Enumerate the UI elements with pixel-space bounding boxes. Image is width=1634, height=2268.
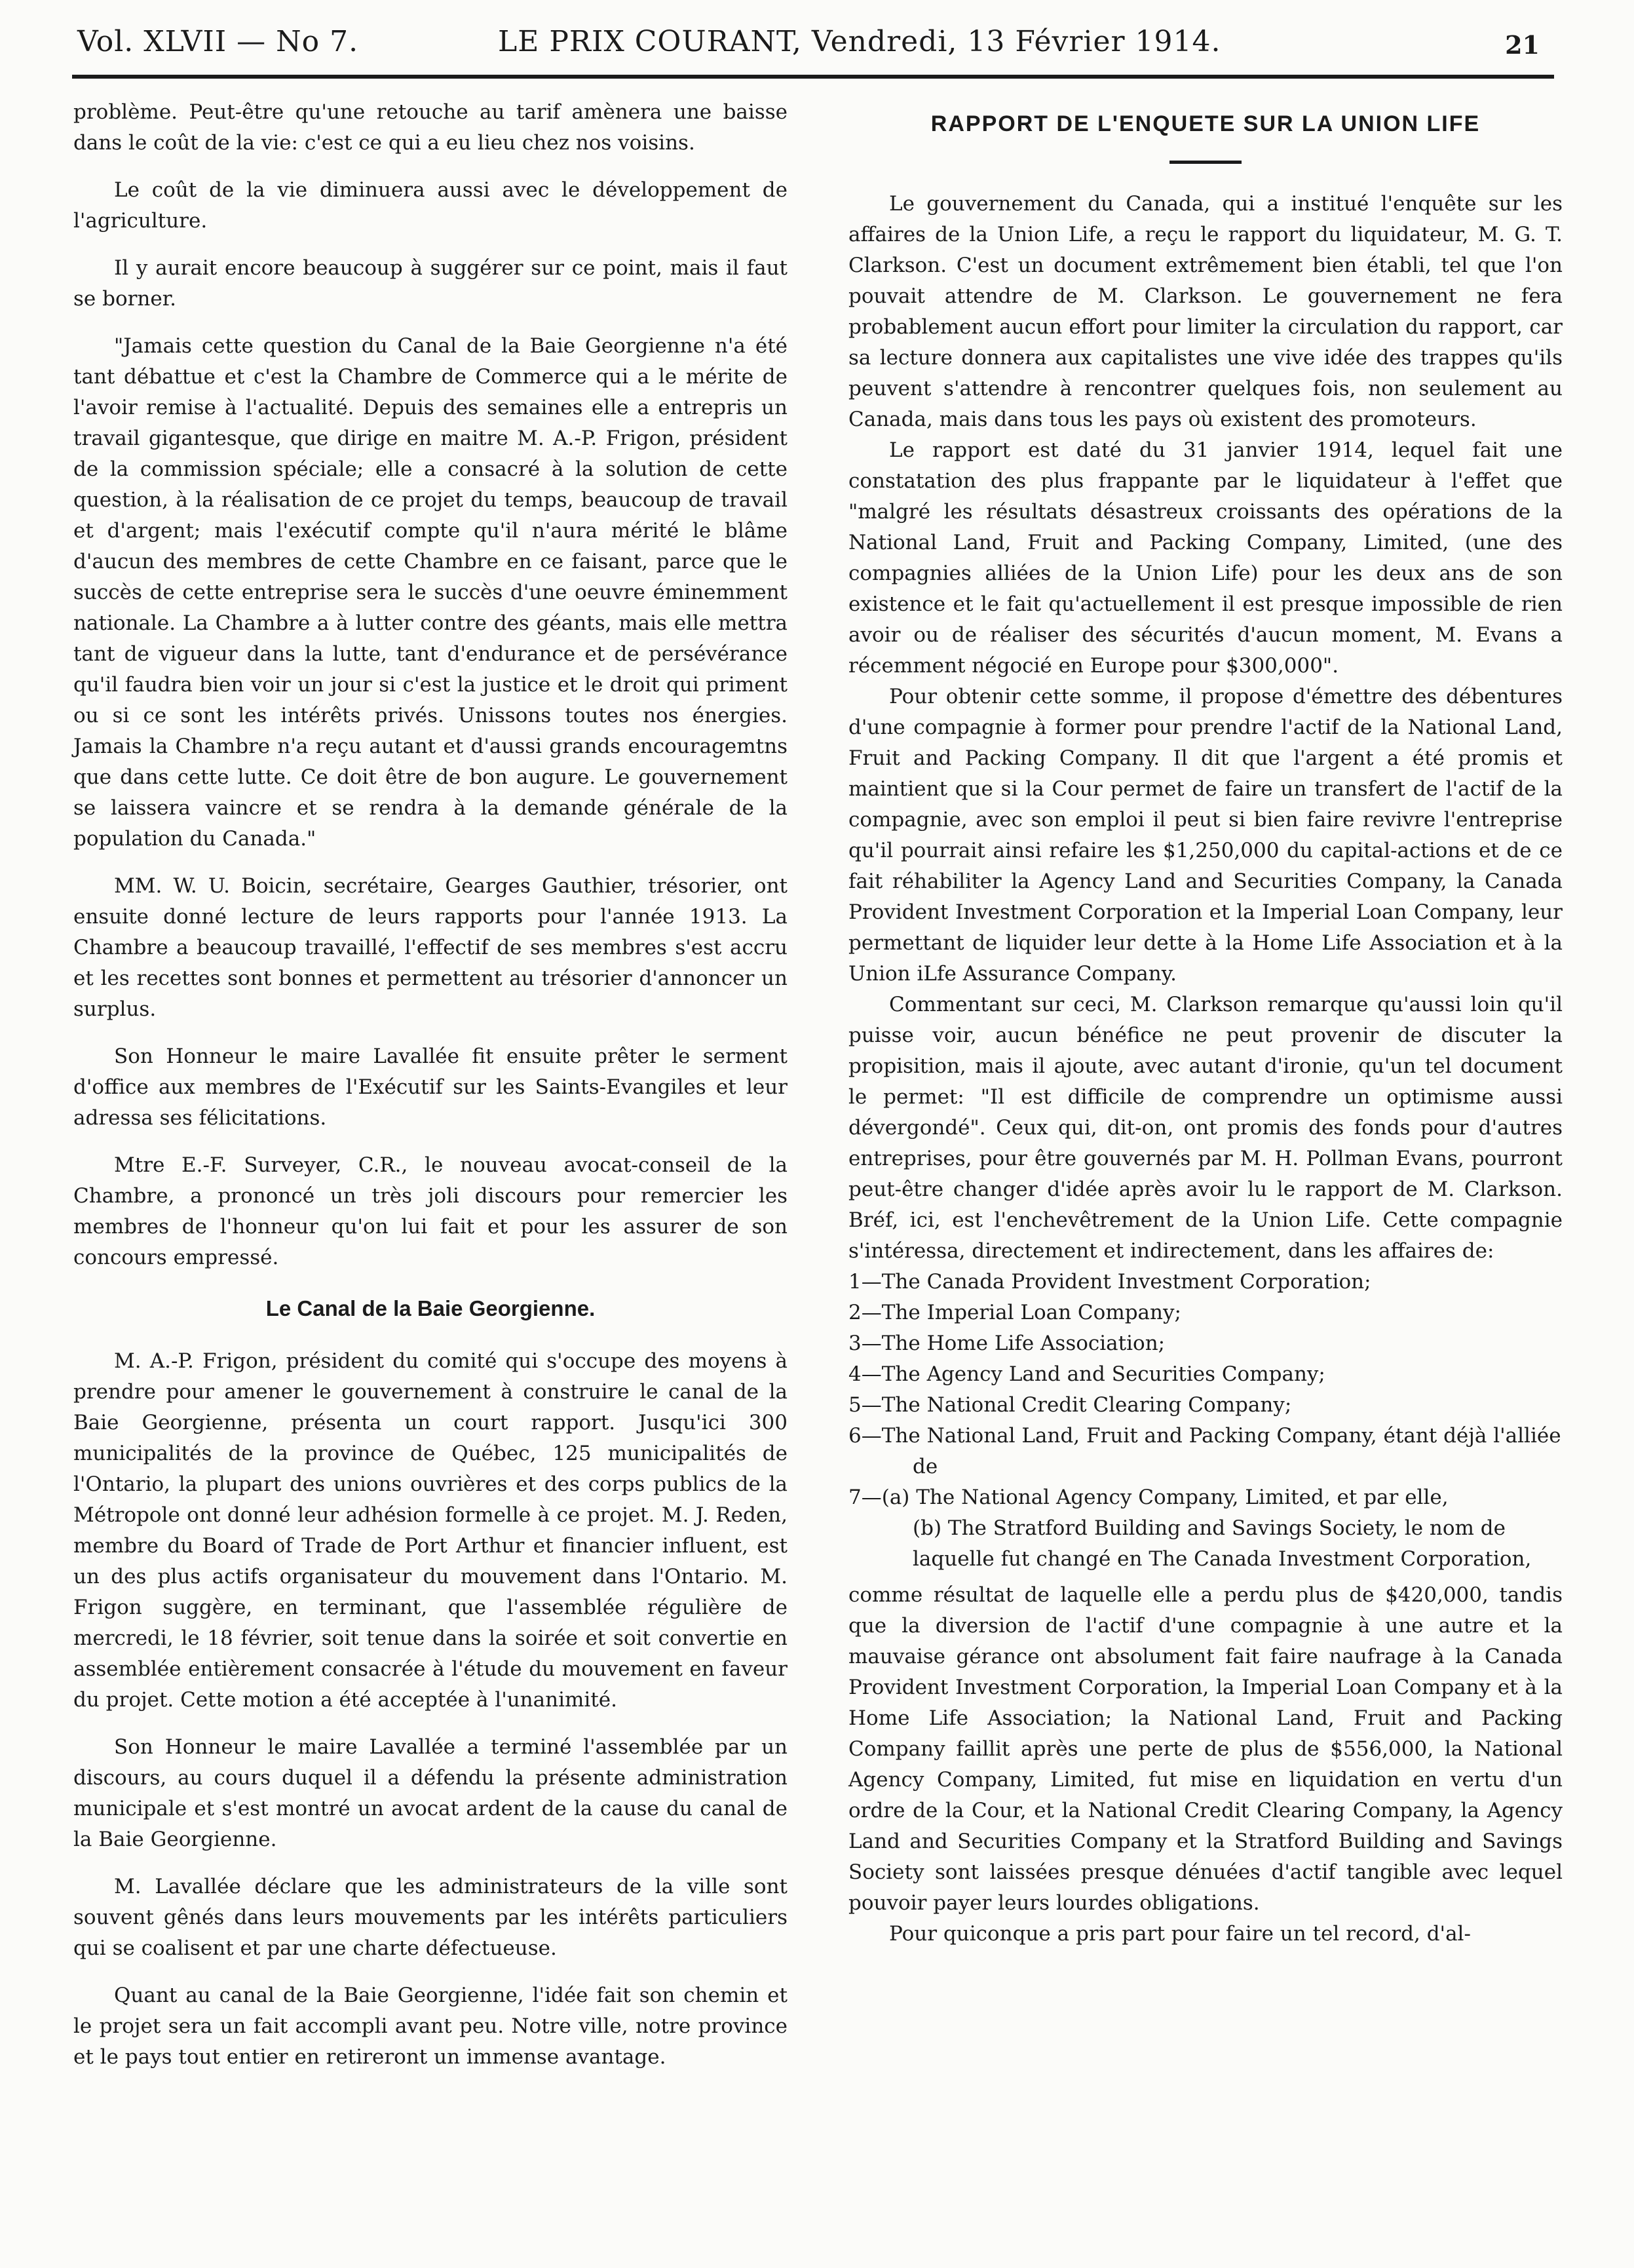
paragraph: Quant au canal de la Baie Georgienne, l'idée fait son chemin et le projet sera un fait accompli avant peu. Notre ville, notre province et le pays tout entier en retireront un immense avantage.: [73, 1984, 788, 2069]
paragraph: Son Honneur le maire Lavallée a terminé l'assemblée par un discours, au cours duquel il a défendu la présente administration municipale et s'est montré un avocat ardent de la cause du canal de la Baie Georgienne.: [73, 1735, 788, 1851]
paragraph: M. Lavallée déclare que les administrateurs de la ville sont souvent gênés dans leurs mouvements par les intérêts particuliers qui se coalisent et par une charte défectueuse.: [73, 1875, 788, 1960]
paragraph: Pour quiconque a pris part pour faire un tel record, d'al-: [889, 1922, 1471, 1946]
paragraph: Commentant sur ceci, M. Clarkson remarque qu'aussi loin qu'il puisse voir, aucun bénéfice ne peut provenir de discuter la propisition, mais il ajoute, avec autant d'ironie, qu'un tel document le permet: "Il est difficile de comprendre un optimisme aussi dévergondé". Ceux qui, dit-on, ont promis des fonds pour d'autres entreprises, pour être gouvernés par M. H. Pollman Evans, pourront peut-être changer d'idée après avoir lu le rapport de M. Clarkson. Bréf, ici, est l'enchevêtrement de la Union Life. Cette compagnie s'intéressa, directement et indirectement, dans les affaires de:: [848, 993, 1563, 1263]
paragraph: Son Honneur le maire Lavallée fit ensuite prêter le serment d'office aux membres de l'Exécutif sur les Saints-Evangiles et leur adressa ses félicitations.: [73, 1045, 788, 1130]
list-item: 3—The Home Life Association;: [848, 1332, 1166, 1355]
list-item: 4—The Agency Land and Securities Company;: [848, 1362, 1325, 1386]
paragraph: Le coût de la vie diminuera aussi avec le développement de l'agriculture.: [73, 178, 788, 233]
paragraph: M. A.-P. Frigon, président du comité qui s'occupe des moyens à prendre pour amener le gouvernement à construire le canal de la Baie Georgienne, présenta un court rapport. Jusqu'ici 300 municipalités de la province de Québec, 125 municipalités de l'Ontario, la plupart des unions ouvrières et des corps publics de la Métropole ont donné leur adhésion formelle à ce projet. M. J. Reden, membre du Board of Trade de Port Arthur et financier influent, est un des plus actifs organisateur du mouvement dans l'Ontario. M. Frigon suggère, en terminant, que l'assemblée régulière de mercredi, le 18 février, soit tenue dans la soirée et soit convertie en assemblée entièrement consacrée à l'étude du mouvement en faveur du projet. Cette motion a été acceptée à l'unanimité.: [73, 1349, 788, 1712]
list-subitem: (b) The Stratford Building and Savings Society, le nom de laquelle fut changé en The Canada Investment Corporation,: [913, 1516, 1532, 1571]
paragraph: Il y aurait encore beaucoup à suggérer sur ce point, mais il faut se borner.: [73, 256, 788, 311]
page-header: [72, 25, 1546, 64]
page-number: 21: [1505, 30, 1540, 60]
right-column: [848, 97, 1563, 1950]
section-heading: Le Canal de la Baie Georgienne.: [265, 1296, 596, 1320]
paragraph: Le rapport est daté du 31 janvier 1914, lequel fait une constatation des plus frappante par le liquidateur à l'effet que "malgré les résultats désastreux croissants des opérations de la National Land, Fruit and Packing Company, Limited, (une des compagnies alliées de la Union Life) pour les deux ans de son existence et le fait qu'actuellement il est presque impossible de rien avoir ou de réaliser des sécurités d'aucun moment, M. Evans a récemment négocié en Europe pour $300,000".: [848, 438, 1563, 678]
list-item: 5—The National Credit Clearing Company;: [848, 1393, 1292, 1417]
paragraph: Mtre E.-F. Surveyer, C.R., le nouveau avocat-conseil de la Chambre, a prononcé un très joli discours pour remercier les membres de l'honneur qu'on lui fait et pour les assurer de son concours empressé.: [73, 1153, 788, 1269]
paragraph: comme résultat de laquelle elle a perdu plus de $420,000, tandis que la diversion de l'actif d'une compagnie à une autre et la mauvaise gérance ont absolument fait faire naufrage à la Canada Provident Investment Corporation, la Imperial Loan Company et à la Home Life Association; la National Land, Fruit and Packing Company faillit après une perte de plus de $556,000, la National Agency Company, Limited, fut mise en liquidation en vertu d'un ordre de la Cour, et la National Credit Clearing Company, la Agency Land and Securities Company et la Stratford Building and Savings Society sont laissées presque dénuées d'actif tangible avec lequel pouvoir payer leurs lourdes obligations.: [848, 1583, 1563, 1915]
left-column: [73, 97, 788, 2089]
list-item: 2—The Imperial Loan Company;: [848, 1301, 1181, 1324]
paragraph: Pour obtenir cette somme, il propose d'émettre des débentures d'une compagnie à former pour prendre l'actif de la National Land, Fruit and Packing Company. Il dit que l'argent a été promis et maintient que si la Cour permet de faire un transfert de l'actif de la compagnie, avec son emploi il peut si bien faire revivre l'entreprise qu'il pourrait ainsi refaire les $1,250,000 du capital-actions et de ce fait réhabiliter la Agency Land and Securities Company, la Canada Provident Investment Corporation et la Imperial Loan Company, leur permettant de liquider leur dette à la Home Life Association et à la Union iLfe Assurance Company.: [848, 685, 1563, 986]
header-rule: [72, 75, 1554, 79]
company-list: [848, 1267, 1563, 1575]
article-heading: RAPPORT DE L'ENQUETE SUR LA UNION LIFE: [930, 111, 1481, 136]
paragraph: problème. Peut-être qu'une retouche au tarif amènera une baisse dans le coût de la vie: c'est ce qui a eu lieu chez nos voisins.: [73, 100, 788, 155]
newspaper-title-date: LE PRIX COURANT, Vendredi, 13 Février 1914.: [498, 25, 1221, 58]
list-item: 6—The National Land, Fruit and Packing Company, étant déjà l'alliée de: [848, 1424, 1561, 1478]
volume-number: Vol. XLVII — No 7.: [77, 25, 359, 58]
paragraph: Le gouvernement du Canada, qui a institué l'enquête sur les affaires de la Union Life, a reçu le rapport du liquidateur, M. G. T. Clarkson. C'est un document extrêmement bien établi, tel que l'on pouvait attendre de M. Clarkson. Le gouvernement ne fera probablement aucun effort pour limiter la circulation du rapport, car sa lecture donnera aux capitalistes une vive idée des trappes qu'ils peuvent s'attendre à rencontrer quelques fois, non seulement au Canada, mais dans tous les pays où existent des promoteurs.: [848, 192, 1563, 431]
paragraph: "Jamais cette question du Canal de la Baie Georgienne n'a été tant débattue et c'est la Chambre de Commerce qui a le mérite de l'avoir remise à l'actualité. Depuis des semaines elle a entrepris un travail gigantesque, que dirige en maitre M. A.-P. Frigon, président de la commission spéciale; elle a consacré à la solution de cette question, à la réalisation de ce projet du temps, beaucoup de travail et d'argent; mais l'exécutif compte qu'il n'aura mérité le blâme d'aucun des membres de cette Chambre en ce faisant, parce que le succès de cette entreprise sera le succès d'une oeuvre éminemment nationale. La Chambre a à lutter contre des géants, mais elle mettra tant de vigueur dans la lutte, tant d'endurance et de persévérance qu'il faudra bien voir un jour si c'est la justice et le droit qui priment ou si ce sont les intérêts privés. Unissons toutes nos énergies. Jamais la Chambre n'a reçu autant et d'aussi grands encouragemtns que dans cette lutte. Ce doit être de bon augure. Le gouvernement se laissera vaincre et se rendra à la demande générale de la population du Canada.": [73, 334, 788, 851]
paragraph: MM. W. U. Boicin, secrétaire, Gearges Gauthier, trésorier, ont ensuite donné lecture de leurs rapports pour l'année 1913. La Chambre a beaucoup travaillé, l'effectif de ses membres s'est accru et les recettes sont bonnes et permettent au trésorier d'annoncer un surplus.: [73, 874, 788, 1021]
list-item: 7—(a) The National Agency Company, Limited, et par elle,: [848, 1486, 1449, 1509]
list-item: 1—The Canada Provident Investment Corporation;: [848, 1270, 1371, 1294]
heading-rule: [1169, 161, 1242, 164]
